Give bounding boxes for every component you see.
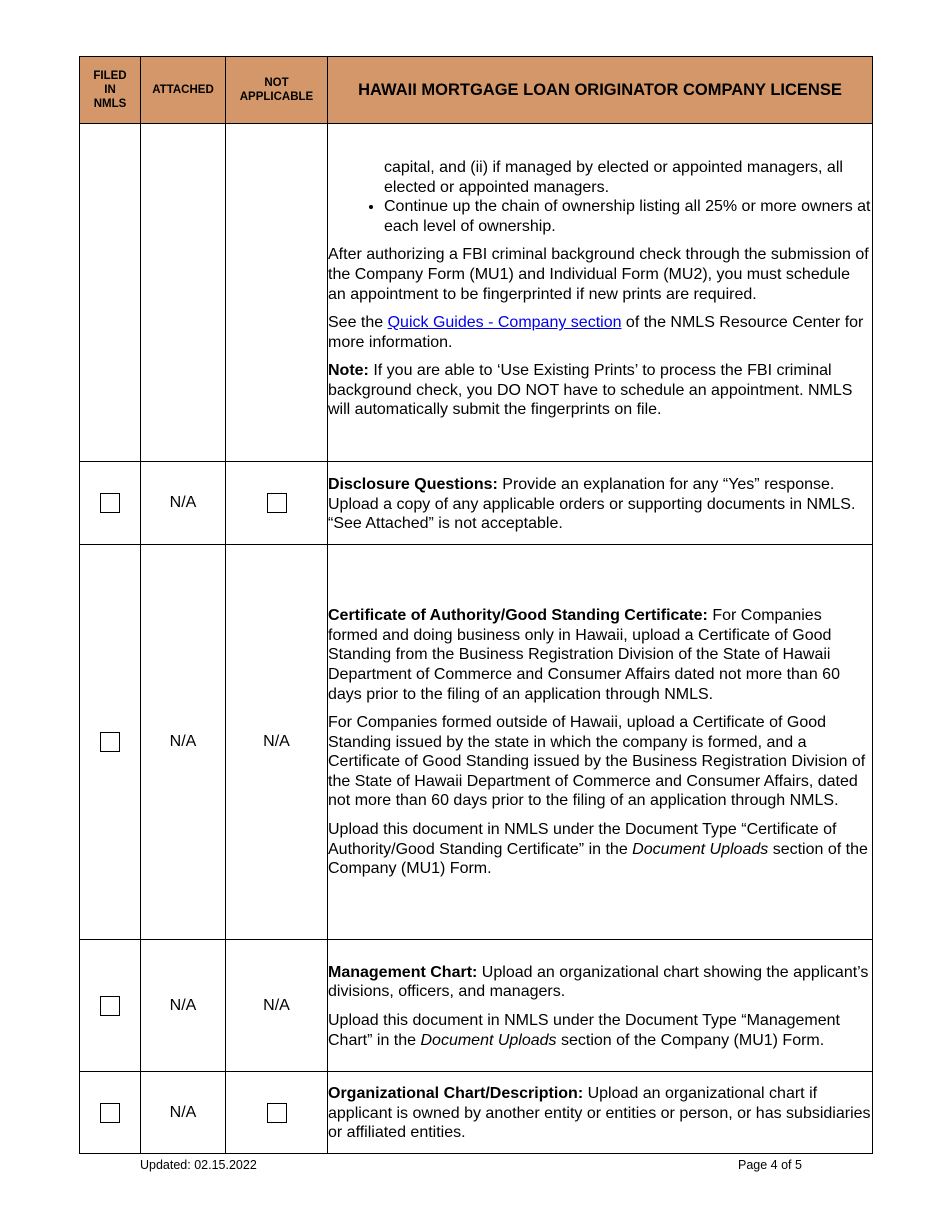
organizational-paragraph <box>328 1084 872 1143</box>
note-paragraph <box>328 361 872 420</box>
filed-checkbox[interactable] <box>100 732 120 752</box>
fbi-check-paragraph: After authorizing a FBI criminal background check through the submission of the Company Form (MU1) and Individual Form (MU2), you must schedule an appointment to be fingerprinted if new prints are required. <box>328 246 869 303</box>
organizational-heading: Organizational Chart/Description: <box>328 1085 584 1103</box>
ownership-bullet-list <box>328 197 872 236</box>
na-cell: N/A <box>226 545 328 940</box>
certificate-paragraph-2: For Companies formed outside of Hawaii, upload a Certificate of Good Standing issued by the state in which the company is formed, and a Certificate of Good Standing issued by the Business Registration Division of the State of Hawaii Department of Commerce and Consumer Affairs, dated not more than 60 days prior to the filing of an application through NMLS. <box>328 714 866 810</box>
filed-cell <box>80 940 141 1072</box>
certificate-text-1: For Companies formed and doing business only in Hawaii, upload a Certificate of Good Standing from the Business Registration Division of the State of Hawaii Department of Commerce and Consumer Affairs dated not more than 60 days prior to the filing of an application through NMLS. <box>328 607 840 703</box>
note-text: If you are able to ‘Use Existing Prints’ to process the FBI criminal background check, you DO NOT have to schedule an appointment. NMLS will automatically submit the fingerprints on file. <box>328 362 853 419</box>
attached-cell: N/A <box>141 545 226 940</box>
license-checklist-table <box>79 56 873 1154</box>
attached-cell: N/A <box>141 1072 226 1154</box>
management-paragraph-1 <box>328 963 872 1002</box>
disclosure-text: Provide an explanation for any “Yes” response. Upload a copy of any applicable orders or supporting documents in NMLS. “See Attached” is not acceptable. <box>328 476 856 533</box>
na-cell-empty <box>226 124 328 462</box>
not-applicable-checkbox[interactable] <box>267 1103 287 1123</box>
certificate-description <box>328 545 873 940</box>
footer-page-number: Page 4 of 5 <box>738 1158 802 1172</box>
na-cell <box>226 1072 328 1154</box>
filed-cell-empty <box>80 124 141 462</box>
attached-cell: N/A <box>141 462 226 545</box>
not-applicable-checkbox[interactable] <box>267 493 287 513</box>
attached-cell: N/A <box>141 940 226 1072</box>
filed-checkbox[interactable] <box>100 493 120 513</box>
header-title: HAWAII MORTGAGE LOAN ORIGINATOR COMPANY LICENSE <box>328 57 873 124</box>
table-row-organizational-chart <box>80 1072 873 1154</box>
quick-guides-link[interactable]: Quick Guides - Company section <box>387 314 622 332</box>
certificate-text-3-pre: Upload this document in NMLS under the Document Type “Certificate of Authority/Good Standing Certificate” in the <box>328 821 837 858</box>
management-text-2-pre: Upload this document in NMLS under the Document Type “Management Chart” in the <box>328 1012 840 1049</box>
disclosure-paragraph <box>328 475 872 534</box>
certificate-text-3-post: section of the Company (MU1) Form. <box>328 840 868 878</box>
management-text-2-post: section of the Company (MU1) Form. <box>556 1031 825 1049</box>
resource-text-post: of the NMLS Resource Center for more information. <box>328 314 864 351</box>
na-cell: N/A <box>226 940 328 1072</box>
filed-checkbox[interactable] <box>100 996 120 1016</box>
management-heading: Management Chart: <box>328 963 478 981</box>
header-filed-in-nmls: FILED IN NMLS <box>80 57 141 124</box>
header-not-applicable: NOT APPLICABLE <box>226 57 328 124</box>
disclosure-heading: Disclosure Questions: <box>328 476 498 494</box>
continued-text: capital, and (ii) if managed by elected or appointed managers, all elected or appointed managers. <box>384 158 843 196</box>
note-label: Note: <box>328 362 369 380</box>
table-row-disclosure <box>80 462 873 545</box>
resource-text-pre: See the <box>328 314 388 332</box>
filed-cell <box>80 545 141 940</box>
table-row-certificate <box>80 545 873 940</box>
table-header-row <box>80 57 873 124</box>
document-uploads-text: Document Uploads <box>632 840 769 858</box>
disclosure-description <box>328 462 873 545</box>
table-row-fingerprint <box>80 124 873 462</box>
table-row-management-chart <box>80 940 873 1072</box>
organizational-description <box>328 1072 873 1154</box>
fingerprint-description <box>328 124 873 462</box>
filed-cell <box>80 1072 141 1154</box>
filed-cell <box>80 462 141 545</box>
certificate-paragraph-3 <box>328 820 872 879</box>
management-paragraph-2 <box>328 1011 872 1050</box>
certificate-heading: Certificate of Authority/Good Standing Certificate: <box>328 607 708 625</box>
attached-cell-empty <box>141 124 226 462</box>
footer-updated-date: Updated: 02.15.2022 <box>140 1158 257 1172</box>
management-text-1: Upload an organizational chart showing the applicant’s divisions, officers, and managers. <box>328 963 869 1001</box>
document-uploads-text: Document Uploads <box>420 1031 557 1049</box>
certificate-paragraph-1 <box>328 606 872 704</box>
filed-checkbox[interactable] <box>100 1103 120 1123</box>
na-cell <box>226 462 328 545</box>
management-description <box>328 940 873 1072</box>
list-item: • Continue up the chain of ownership listing all 25% or more owners at each level of ownership. <box>384 197 872 236</box>
header-attached: ATTACHED <box>141 57 226 124</box>
organizational-text: Upload an organizational chart if applicant is owned by another entity or entities or person, or has subsidiaries or affiliated entities. <box>328 1085 871 1142</box>
resource-center-paragraph <box>328 313 872 352</box>
